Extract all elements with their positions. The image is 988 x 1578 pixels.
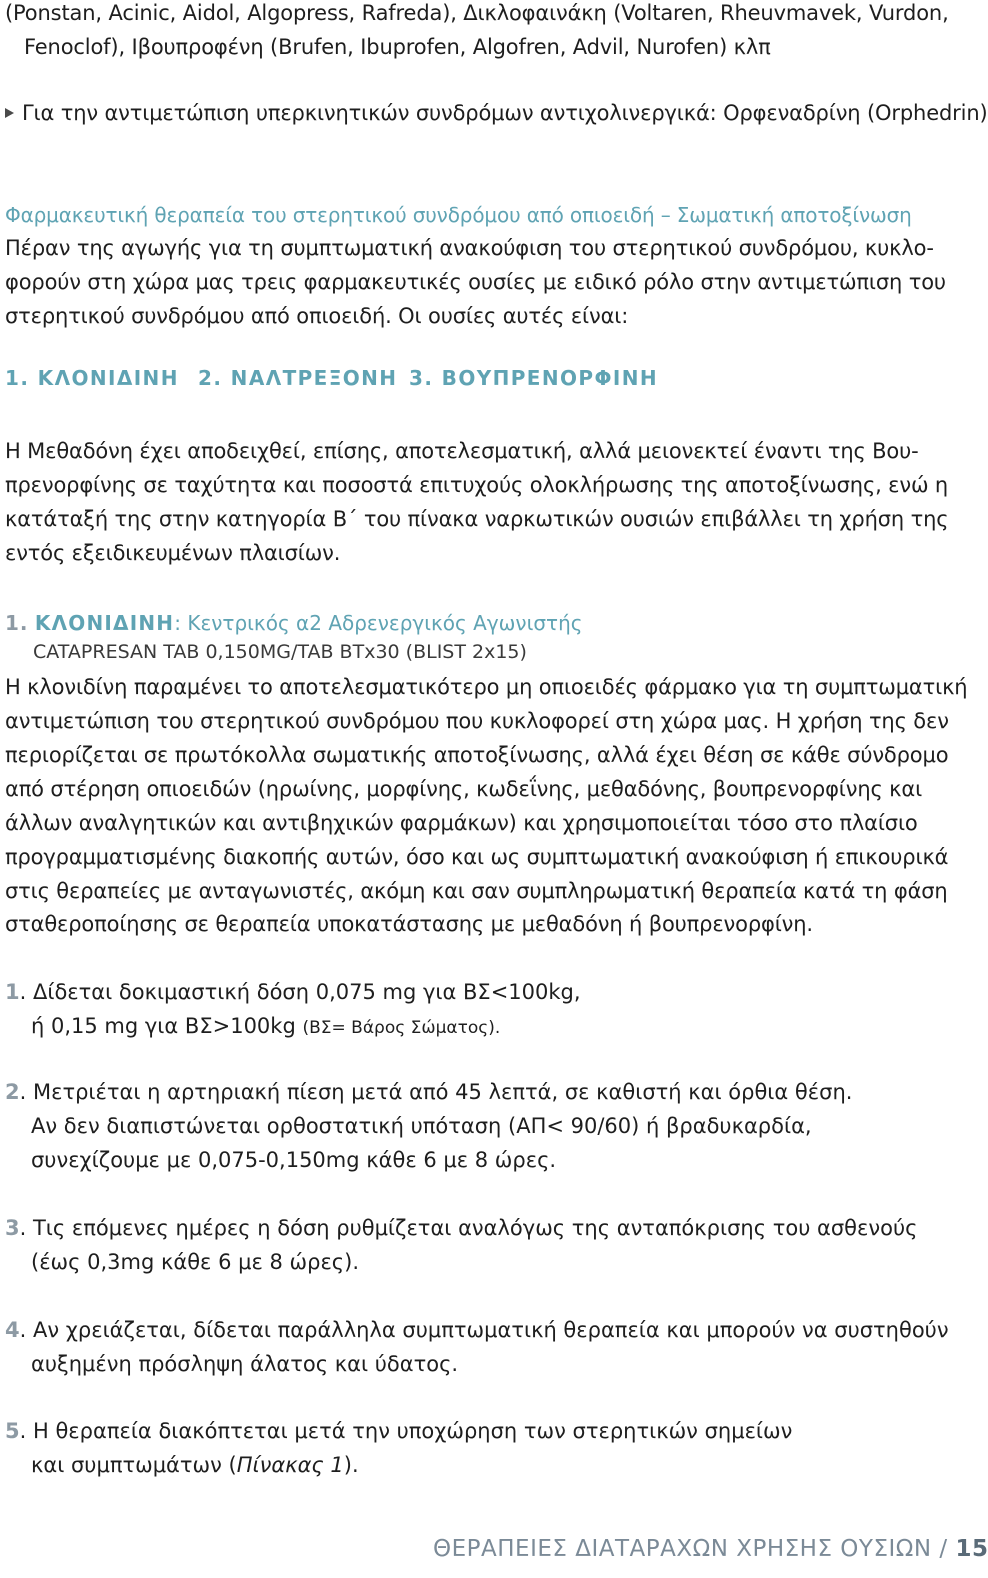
drug-item-naltrexone: 2. ΝΑΛΤΡΕΞΟΝΗ (198, 366, 398, 390)
methadone-line-4: εντός εξειδικευμένων πλαισίων. (5, 541, 341, 565)
section-para-line-1: Πέραν της αγωγής για τη συμπτωματική ανακούφιση του στερητικού συνδρόμου, κυκλο- (5, 236, 934, 260)
clonidine-para-line-2: αντιμετώπιση του στερητικού συνδρόμου που κυκλοφορεί στη χώρα μας. Η χρήση της δεν (5, 709, 949, 733)
clonidine-para-line-1: Η κλονιδίνη παραμένει το αποτελεσματικότερο μη οπιοειδές φάρμακο για τη συμπτωματική (5, 675, 968, 699)
section-para-line-2: φορούν στη χώρα μας τρεις φαρμακευτικές ουσίες με ειδικό ρόλο στην αντιμετώπιση του (5, 270, 946, 294)
step-2-line-3: συνεχίζουμε με 0,075-0,150mg κάθε 6 με 8 ώρες. (31, 1148, 557, 1172)
step-3-line-2: (έως 0,3mg κάθε 6 με 8 ώρες). (31, 1250, 360, 1274)
methadone-line-3: κατάταξή της στην κατηγορία Β΄ του πίνακα ναρκωτικών ουσιών επιβάλλει τη χρήση της (5, 507, 949, 531)
step-1-line-1: Δίδεται δοκιμαστική δόση 0,075 mg για ΒΣ<100kg, (32, 980, 581, 1004)
clonidine-para-line-4: από στέρηση οπιοειδών (ηρωίνης, μορφίνης, κωδεΐνης, μεθαδόνης, βουπρενορφίνης και (5, 777, 923, 801)
step-2-line-2: Αν δεν διαπιστώνεται ορθοστατική υπόταση (ΑΠ< 90/60) ή βραδυκαρδία, (31, 1114, 812, 1138)
clonidine-number: 1. (5, 611, 29, 635)
step-5-table-ref: Πίνακας 1 (236, 1453, 344, 1477)
clonidine-para-line-6: προγραμματισμένης διακοπής αυτών, όσο και ως συμπτωματική ανακούφιση ή επικουρικά (5, 845, 949, 869)
methadone-line-1: Η Μεθαδόνη έχει αποδειχθεί, επίσης, αποτελεσματική, αλλά μειονεκτεί έναντι της Βου- (5, 439, 919, 463)
methadone-line-2: πρενορφίνης σε ταχύτητα και ποσοστά επιτυχούς ολοκλήρωσης της αποτοξίνωσης, ενώ η (5, 473, 949, 497)
drug-item-clonidine: 1. ΚΛΟΝΙΔΙΝΗ (5, 366, 179, 390)
step-1: 1. Δίδεται δοκιμαστική δόση 0,075 mg για ΒΣ<100kg, (5, 980, 581, 1004)
step-4-number: 4 (5, 1318, 20, 1342)
page-number: 15 (955, 1536, 988, 1562)
step-1-number: 1 (5, 980, 20, 1004)
clonidine-para-line-8: σταθεροποίησης σε θεραπεία υποκατάστασης με μεθαδόνη ή βουπρενορφίνη. (5, 912, 813, 936)
bullet-item (5, 96, 988, 130)
footer-title: ΘΕΡΑΠΕΙΕΣ ΔΙΑΤΑΡΑΧΩΝ ΧΡΗΣΗΣ ΟΥΣΙΩΝ / (433, 1536, 948, 1562)
step-5-tail: ). (343, 1453, 359, 1477)
clonidine-name: ΚΛΟΝΙΔΙΝΗ (34, 611, 175, 635)
clonidine-para-line-5: άλλων αναλγητικών και αντιβηχικών φαρμάκων) και χρησιμοποιείται τόσο στο πλαίσιο (5, 811, 918, 835)
step-1-cont (31, 1009, 500, 1045)
step-2-number: 2 (5, 1080, 20, 1104)
clonidine-subtitle: : Κεντρικός α2 Αδρενεργικός Αγωνιστής (174, 611, 583, 635)
intro-line-2: Fenoclof), Ιβουπροφένη (Brufen, Ibuprofen, Algofren, Advil, Nurofen) κλπ (24, 35, 771, 59)
triangle-bullet-icon (5, 108, 14, 118)
step-5-cont (31, 1448, 359, 1482)
step-5-number: 5 (5, 1419, 20, 1443)
intro-line-1: (Ponstan, Acinic, Aidol, Algopress, Rafreda), Δικλοφαινάκη (Voltaren, Rheuvmavek, Vurdon, (5, 1, 949, 25)
step-3: 3. Τις επόμενες ημέρες η δόση ρυθμίζεται αναλόγως της ανταπόκρισης του ασθενούς (5, 1216, 918, 1240)
bullet-text: Για την αντιμετώπιση υπερκινητικών συνδρόμων αντιχολινεργικά: Ορφεναδρίνη (Orphedrin) (22, 101, 988, 125)
step-3-number: 3 (5, 1216, 20, 1240)
step-1-note: (ΒΣ= Βάρος Σώματος). (302, 1018, 501, 1038)
step-1-line-2: ή 0,15 mg για ΒΣ>100kg (31, 1014, 296, 1038)
page-footer (433, 1536, 988, 1562)
section-para-line-3: στερητικού συνδρόμου από οπιοειδή. Οι ουσίες αυτές είναι: (5, 304, 629, 328)
clonidine-para-line-3: περιορίζεται σε πρωτόκολλα σωματικής αποτοξίνωσης, αλλά έχει θέση σε κάθε σύνδρομο (5, 743, 949, 767)
step-5-line-2: και συμπτωμάτων ( (31, 1453, 237, 1477)
clonidine-product: CATAPRESAN TAB 0,150MG/TAB BTx30 (BLIST 2x15) (33, 641, 527, 663)
section-heading: Φαρμακευτική θεραπεία του στερητικού συνδρόμου από οπιοειδή – Σωματική αποτοξίνωση (5, 203, 912, 227)
drug-item-buprenorphine: 3. ΒΟΥΠΡΕΝΟΡΦΙΝΗ (409, 366, 658, 390)
step-4-line-1: Αν χρειάζεται, δίδεται παράλληλα συμπτωματική θεραπεία και μπορούν να συστηθούν (32, 1318, 949, 1342)
step-4-line-2: αυξημένη πρόσληψη άλατος και ύδατος. (31, 1352, 459, 1376)
step-2: 2. Μετριέται η αρτηριακή πίεση μετά από 45 λεπτά, σε καθιστή και όρθια θέση. (5, 1080, 853, 1104)
step-3-line-1: Τις επόμενες ημέρες η δόση ρυθμίζεται αναλόγως της ανταπόκρισης του ασθενούς (32, 1216, 918, 1240)
step-5-line-1: Η θεραπεία διακόπτεται μετά την υποχώρηση των στερητικών σημείων (32, 1419, 793, 1443)
step-2-line-1: Μετριέται η αρτηριακή πίεση μετά από 45 λεπτά, σε καθιστή και όρθια θέση. (32, 1080, 853, 1104)
clonidine-para-line-7: στις θεραπείες με ανταγωνιστές, ακόμη και σαν συμπληρωματική θεραπεία κατά τη φάση (5, 879, 948, 903)
step-5: 5. Η θεραπεία διακόπτεται μετά την υποχώρηση των στερητικών σημείων (5, 1419, 793, 1443)
step-4: 4. Αν χρειάζεται, δίδεται παράλληλα συμπτωματική θεραπεία και μπορούν να συστηθούν (5, 1318, 949, 1342)
